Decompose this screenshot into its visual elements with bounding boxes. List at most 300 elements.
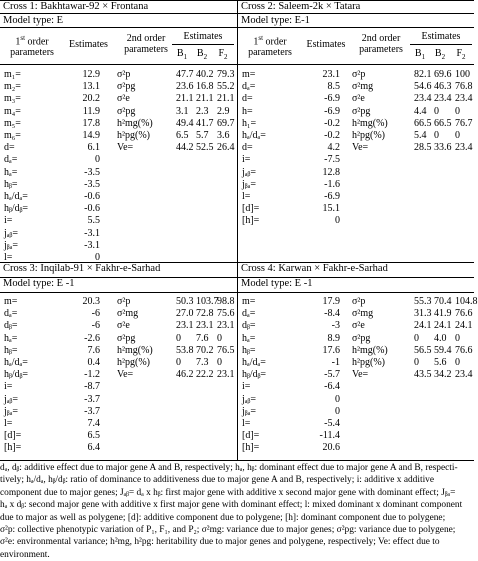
cell-p1: dᵦ= (242, 320, 256, 332)
cell-f2: 23.4 (455, 142, 473, 154)
cell-p1: d= (4, 142, 15, 154)
table-row (0, 118, 237, 130)
cell-p1: m₁= (4, 69, 21, 80)
cell-p1: l= (242, 191, 251, 202)
footnote-line: σ²p: collective phenotypic variation of P₁, F₁, and P₂; σ²mg: variance due to major genes; σ²pg: variance due to polygene; (0, 525, 456, 536)
cell-f2: 24.1 (455, 320, 473, 332)
table-row (238, 154, 475, 166)
cell-p2: σ²mg (352, 308, 374, 320)
cell-p1: hᵦ/dᵦ= (4, 369, 29, 381)
cell-f2: 79.3 (217, 69, 235, 80)
cell-p1: m₄= (4, 105, 21, 117)
cell-p1: h= (242, 105, 253, 117)
cell-p1: m₂= (4, 81, 21, 93)
table-row (0, 142, 237, 154)
cell-p2: σ²e (117, 93, 130, 105)
table-row (0, 154, 237, 166)
cell-e1: -3.1 (84, 227, 100, 239)
cell-p2: h²pg(%) (352, 357, 385, 368)
cell-b1: 23.6 (176, 81, 194, 93)
cell-b2: 24.1 (434, 320, 452, 332)
cell-p1: [d]= (242, 430, 260, 442)
table-row (238, 369, 475, 381)
cell-b1: 82.1 (414, 69, 432, 80)
cell-p1: hₐ/dₐ= (242, 357, 266, 368)
cell-p1: m= (4, 296, 18, 307)
cross-title: Cross 3: Inqilab-91 × Fakhr-e-Sarhad (3, 263, 161, 274)
cell-b1: 0 (414, 357, 419, 368)
cell-e1: -5.7 (324, 369, 340, 381)
cell-p1: jᵦₐ= (242, 178, 256, 190)
cell-b1: 0 (176, 332, 181, 344)
cell-e1: -0.6 (84, 203, 100, 215)
cell-p1: i= (4, 381, 13, 393)
cell-f2: 75.6 (217, 308, 235, 320)
header-1st-order: 1st order parameters (248, 34, 292, 59)
cell-p1: l= (4, 418, 13, 429)
cell-b2: 2.3 (196, 105, 209, 117)
cell-f2: 0 (455, 357, 460, 368)
cell-e1: 8.9 (327, 332, 340, 344)
cell-e1: -8.4 (324, 308, 340, 320)
table-row (238, 394, 475, 406)
cell-p2: σ²e (117, 320, 130, 332)
cell-b1: 27.0 (176, 308, 194, 320)
cell-p1: hₐ/dₐ= (4, 357, 28, 368)
table-row (238, 418, 475, 430)
cell-e1: -6.9 (324, 105, 340, 117)
cell-f2: 23.1 (217, 320, 235, 332)
cell-b2: 5.6 (434, 357, 447, 368)
cell-e1: 17.6 (322, 344, 340, 356)
table-row (238, 142, 475, 154)
cell-b2: 41.9 (434, 308, 452, 320)
table-row (0, 191, 237, 203)
cell-b2: 23.1 (196, 320, 214, 332)
cell-e1: -3 (331, 320, 340, 332)
table-row (238, 381, 475, 393)
cell-e1: 6.5 (87, 430, 100, 442)
table-row (0, 308, 237, 320)
cell-f2: 21.1 (217, 93, 235, 105)
cell-p2: Ve= (352, 142, 369, 154)
cell-p2: h²mg(%) (352, 117, 388, 129)
cell-p2: σ²mg (117, 308, 139, 320)
cell-e1: 0 (335, 393, 340, 405)
cell-p1: dₐ= (4, 308, 18, 320)
header-b1: $B_1$ (414, 48, 426, 61)
cell-p2: σ²pg (117, 81, 136, 93)
table-row (238, 215, 475, 227)
cell-e1: 7.4 (87, 418, 100, 429)
cell-b2: 16.8 (196, 81, 214, 93)
cell-f2: 104.8 (455, 296, 478, 307)
header-estimates: Estimates (69, 39, 108, 50)
cell-p2: h²pg(%) (117, 130, 150, 141)
cell-b1: 66.5 (414, 117, 432, 129)
footnote-line: due to major as well as polygene; [d]: additive component due to polygene; [h]: dominant component due to polygene; (0, 512, 446, 523)
table-row (238, 333, 475, 345)
cell-e1: -5.4 (324, 418, 340, 429)
cell-b2: 70.2 (196, 344, 214, 356)
cell-b1: 23.4 (414, 93, 432, 105)
cell-p1: [d]= (242, 203, 260, 215)
table-row (0, 394, 237, 406)
cell-p1: dₐ= (242, 81, 256, 93)
cell-b1: 50.3 (176, 296, 194, 307)
header-f2: $F_2$ (456, 48, 466, 61)
cell-p1: m₅= (4, 117, 21, 129)
cell-e1: 20.3 (82, 296, 100, 307)
table-row (0, 296, 237, 308)
cell-f2: 26.4 (217, 142, 235, 154)
cell-e1: 6.4 (87, 442, 100, 454)
cell-b1: 56.5 (414, 344, 432, 356)
cell-p1: m₃= (4, 93, 21, 105)
cell-p1: [d]= (4, 430, 22, 442)
cell-e1: -2.6 (84, 332, 100, 344)
footnote-line: component due to major genes; Jₐᵦ= dₐ x hᵦ: first major gene with additive x second major gene with dominant effect; Jᵦₐ= (0, 487, 456, 498)
cell-e1: 17.8 (82, 117, 100, 129)
cell-f2: 2.9 (217, 105, 230, 117)
cell-e1: -3.7 (84, 405, 100, 417)
cell-p1: hᵦ/dᵦ= (242, 369, 267, 381)
cell-e1: 4.2 (327, 142, 340, 154)
cell-b1: 54.6 (414, 81, 432, 93)
cell-b1: 23.1 (176, 320, 194, 332)
cell-p1: l= (242, 418, 251, 429)
cell-b1: 0 (176, 357, 181, 368)
cell-e1: -0.2 (324, 117, 340, 129)
cross-4-panel (237, 262, 478, 460)
cell-e1: -6 (91, 308, 100, 320)
cell-p1: hₐ= (242, 332, 256, 344)
cell-p2: σ²pg (352, 332, 371, 344)
cell-p2: h²pg(%) (352, 130, 385, 141)
cell-b1: 6.5 (176, 130, 189, 141)
cell-b1: 28.5 (414, 142, 432, 154)
cell-f2: 0 (455, 105, 460, 117)
cell-b2: 41.7 (196, 117, 214, 129)
cell-p1: hₐ/dₐ= (4, 191, 28, 202)
model-type: Model type: E-1 (241, 15, 310, 26)
model-type: Model type: E (3, 15, 64, 26)
cell-b2: 7.6 (196, 332, 209, 344)
cell-b1: 31.3 (414, 308, 432, 320)
cell-p1: i= (242, 381, 251, 393)
cell-e1: 20.2 (82, 93, 100, 105)
cell-p1: hᵦ/dᵦ= (4, 203, 29, 215)
cell-p2: σ²e (352, 93, 365, 105)
table-row (238, 320, 475, 332)
cell-e1: 0 (335, 215, 340, 227)
table-row (238, 69, 475, 81)
cell-e1: -7.5 (324, 154, 340, 166)
cell-p2: σ²pg (352, 105, 371, 117)
cell-p2: σ²p (117, 296, 131, 307)
cell-e1: -0.2 (324, 130, 340, 141)
cell-e1: -8.7 (84, 381, 100, 393)
table-row (238, 308, 475, 320)
cell-e1: 23.1 (322, 69, 340, 80)
cell-e1: 11.9 (82, 105, 100, 117)
cell-p1: jₐᵦ= (242, 393, 256, 405)
cell-e1: 15.1 (322, 203, 340, 215)
cell-p1: jₐᵦ= (4, 393, 18, 405)
cell-e1: 0 (335, 405, 340, 417)
cell-p1: d= (242, 93, 253, 105)
cell-b2: 70.4 (434, 296, 452, 307)
table-row (238, 357, 475, 369)
cell-f2: 0 (217, 357, 222, 368)
cell-p1: jᵦₐ= (242, 405, 256, 417)
cell-f2: 0 (217, 332, 222, 344)
cell-b2: 40.2 (196, 69, 214, 80)
table-row (238, 106, 475, 118)
cell-f2: 76.5 (217, 344, 235, 356)
cell-e1: -6.9 (324, 191, 340, 202)
cell-p1: i= (4, 215, 13, 227)
table-row (238, 442, 475, 454)
footnote-line: environment. (0, 549, 50, 560)
cell-p1: [h]= (242, 215, 260, 227)
cell-f2: 76.6 (455, 308, 473, 320)
cell-b2: 69.6 (434, 69, 452, 80)
cell-e1: -3.5 (84, 166, 100, 178)
cell-f2: 55.2 (217, 81, 235, 93)
cell-e1: -3.5 (84, 178, 100, 190)
cell-p1: d= (242, 142, 253, 154)
table-row (238, 191, 475, 203)
cell-f2: 23.1 (217, 369, 235, 381)
table-footnote (0, 462, 474, 561)
cell-b1: 0 (414, 332, 419, 344)
cell-p1: m= (242, 69, 256, 80)
cell-b1: 24.1 (414, 320, 432, 332)
cell-p1: hᵦ= (242, 344, 256, 356)
cell-f2: 98.8 (217, 296, 235, 307)
cell-p2: σ²mg (352, 81, 374, 93)
cell-p1: m₆= (4, 130, 21, 141)
cell-p1: hₐ= (4, 166, 18, 178)
cell-p2: Ve= (117, 369, 134, 381)
table-row (0, 203, 237, 215)
header-b1: $B_1$ (176, 48, 188, 61)
rule-bottom (0, 460, 474, 461)
cell-b2: 33.6 (434, 142, 452, 154)
cell-e1: -6 (91, 320, 100, 332)
cell-b2: 0 (434, 130, 439, 141)
table-row (0, 167, 237, 179)
cell-b1: 53.8 (176, 344, 194, 356)
cell-p2: σ²pg (117, 105, 136, 117)
header-b2: $B_2$ (196, 48, 208, 61)
footnote-line: tively; hₐ/dₐ, hᵦ/dᵦ: ratio of dominance to additiveness due to major gene A and B, respectively; i: additive x additive (0, 475, 435, 486)
cell-p1: dᵦ= (4, 320, 18, 332)
cell-b1: 43.5 (414, 369, 432, 381)
cell-e1: 0 (95, 252, 100, 263)
cell-p2: Ve= (117, 142, 134, 154)
cell-p1: dₐ= (242, 308, 256, 320)
table-row (0, 381, 237, 393)
cell-b2: 23.4 (434, 93, 452, 105)
footnote-line: hₐ x dᵦ: second major gene with additive x first major gene with dominant effect; l: mixed dominant x dominant component (0, 500, 463, 511)
cell-b2: 46.3 (434, 81, 452, 93)
cross-title: Cross 1: Bakhtawar-92 × Frontana (3, 1, 149, 12)
cell-e1: 0.4 (87, 357, 100, 368)
cell-b2: 0 (434, 105, 439, 117)
cell-b1: 46.2 (176, 369, 194, 381)
header-estimates: Estimates (306, 39, 346, 50)
table-row (0, 320, 237, 332)
cell-b1: 21.1 (176, 93, 194, 105)
cell-b2: 52.5 (196, 142, 214, 154)
cell-e1: 8.5 (327, 81, 340, 93)
cell-p2: h²pg(%) (117, 357, 150, 368)
cell-e1: 0 (95, 154, 100, 166)
cell-b2: 5.7 (196, 130, 209, 141)
cell-p1: hᵦ= (4, 344, 18, 356)
cell-b2: 21.1 (196, 93, 214, 105)
table-row (238, 430, 475, 442)
table-row (0, 442, 237, 454)
cell-p1: h₁= (242, 117, 257, 129)
table-row (0, 179, 237, 191)
table-row (238, 167, 475, 179)
cell-b2: 103.7 (196, 296, 219, 307)
cell-b1: 49.4 (176, 117, 194, 129)
model-type: Model type: E -1 (241, 278, 313, 289)
cell-p2: h²mg(%) (117, 344, 153, 356)
table-row (238, 81, 475, 93)
header-b2: $B_2$ (434, 48, 446, 61)
cell-e1: -3.7 (84, 393, 100, 405)
cell-f2: 69.7 (217, 117, 235, 129)
cell-e1: -6.4 (324, 381, 340, 393)
table-row (0, 369, 237, 381)
table-row (238, 203, 475, 215)
cell-p1: l= (4, 252, 13, 263)
cell-f2: 23.4 (455, 369, 473, 381)
table-row (0, 345, 237, 357)
cell-p2: σ²pg (117, 332, 136, 344)
header-1st-order: 1st order parameters (10, 34, 54, 59)
cell-e1: -1.2 (84, 369, 100, 381)
cell-e1: -3.1 (84, 239, 100, 251)
cross-2-panel (237, 0, 474, 262)
cell-e1: -1.6 (324, 178, 340, 190)
table-row (0, 93, 237, 105)
cell-p1: i= (242, 154, 251, 166)
cell-p1: [h]= (242, 442, 260, 454)
cell-e1: 12.8 (322, 166, 340, 178)
cell-f2: 100 (455, 69, 470, 80)
table-row (0, 215, 237, 227)
cell-b2: 4.0 (434, 332, 447, 344)
header-f2: $F_2$ (218, 48, 228, 61)
cell-p1: jᵦₐ= (4, 405, 18, 417)
cross-1-panel (0, 0, 237, 262)
cell-b2: 22.2 (196, 369, 214, 381)
cell-p1: [h]= (4, 442, 22, 454)
cell-p1: hᵦ= (4, 178, 18, 190)
cell-p2: σ²p (352, 69, 366, 80)
cell-b1: 4.4 (414, 105, 427, 117)
cell-e1: 13.1 (82, 81, 100, 93)
cell-b2: 66.5 (434, 117, 452, 129)
table-row (0, 406, 237, 418)
table-row (0, 418, 237, 430)
table-row (0, 81, 237, 93)
cell-f2: 76.8 (455, 81, 473, 93)
cell-e1: 5.5 (87, 215, 100, 227)
footnote-line: σ²e: environmental variance; h²mg, h²pg: heritability due to major genes and polygene, respectively; Ve: effect due to (0, 537, 440, 548)
table-row (238, 345, 475, 357)
cell-p2: Ve= (352, 369, 369, 381)
cell-b1: 5.4 (414, 130, 427, 141)
cell-p1: jₐᵦ= (4, 227, 18, 239)
cell-p2: σ²p (352, 296, 366, 307)
table-row (0, 357, 237, 369)
cell-p1: m= (242, 296, 256, 307)
table-row (238, 406, 475, 418)
cell-e1: -1 (331, 357, 340, 368)
cross-title: Cross 4: Karwan × Fakhr-e-Sarhad (241, 263, 388, 274)
table-row (0, 240, 237, 252)
cell-b1: 47.7 (176, 69, 194, 80)
cell-p2: h²mg(%) (352, 344, 388, 356)
cell-b2: 72.8 (196, 308, 214, 320)
table-row (0, 430, 237, 442)
cell-e1: 12.9 (82, 69, 100, 80)
table-row (0, 228, 237, 240)
header-2nd-order: 2nd order parameters (124, 33, 168, 55)
footnote-line: dₐ, dᵦ: additive effect due to major gene A and B, respectively; hₐ, hᵦ: dominant effect due to major gene A and B, respecti- (0, 463, 458, 473)
table-row (0, 106, 237, 118)
cell-e1: -6.9 (324, 93, 340, 105)
cell-f2: 76.6 (455, 344, 473, 356)
cell-p1: hₐ/dₐ= (242, 130, 266, 141)
cell-b2: 7.3 (196, 357, 209, 368)
table-row (238, 93, 475, 105)
table-row (238, 179, 475, 191)
cell-p2: h²mg(%) (117, 117, 153, 129)
cell-p1: hₐ= (4, 332, 18, 344)
cell-b1: 44.2 (176, 142, 194, 154)
table-row (238, 296, 478, 308)
cell-f2: 23.4 (455, 93, 473, 105)
cell-e1: -0.6 (84, 191, 100, 202)
cell-b1: 55.3 (414, 296, 432, 307)
cell-p1: jₐᵦ= (242, 166, 256, 178)
cell-f2: 3.6 (217, 130, 230, 141)
header-2nd-order: 2nd order parameters (359, 33, 403, 55)
cell-p2: σ²e (352, 320, 365, 332)
table-row (238, 118, 475, 130)
cross-3-panel (0, 262, 237, 460)
cell-p2: σ²p (117, 69, 131, 80)
table-row (238, 130, 475, 142)
cell-f2: 0 (455, 332, 460, 344)
table-row (0, 69, 237, 81)
cell-f2: 76.7 (455, 117, 473, 129)
header-estimates-2: Estimates (183, 31, 223, 42)
cell-e1: 7.6 (87, 344, 100, 356)
table-row (0, 333, 237, 345)
cell-e1: 14.9 (82, 130, 100, 141)
cell-b2: 59.4 (434, 344, 452, 356)
cell-p1: jᵦₐ= (4, 239, 18, 251)
